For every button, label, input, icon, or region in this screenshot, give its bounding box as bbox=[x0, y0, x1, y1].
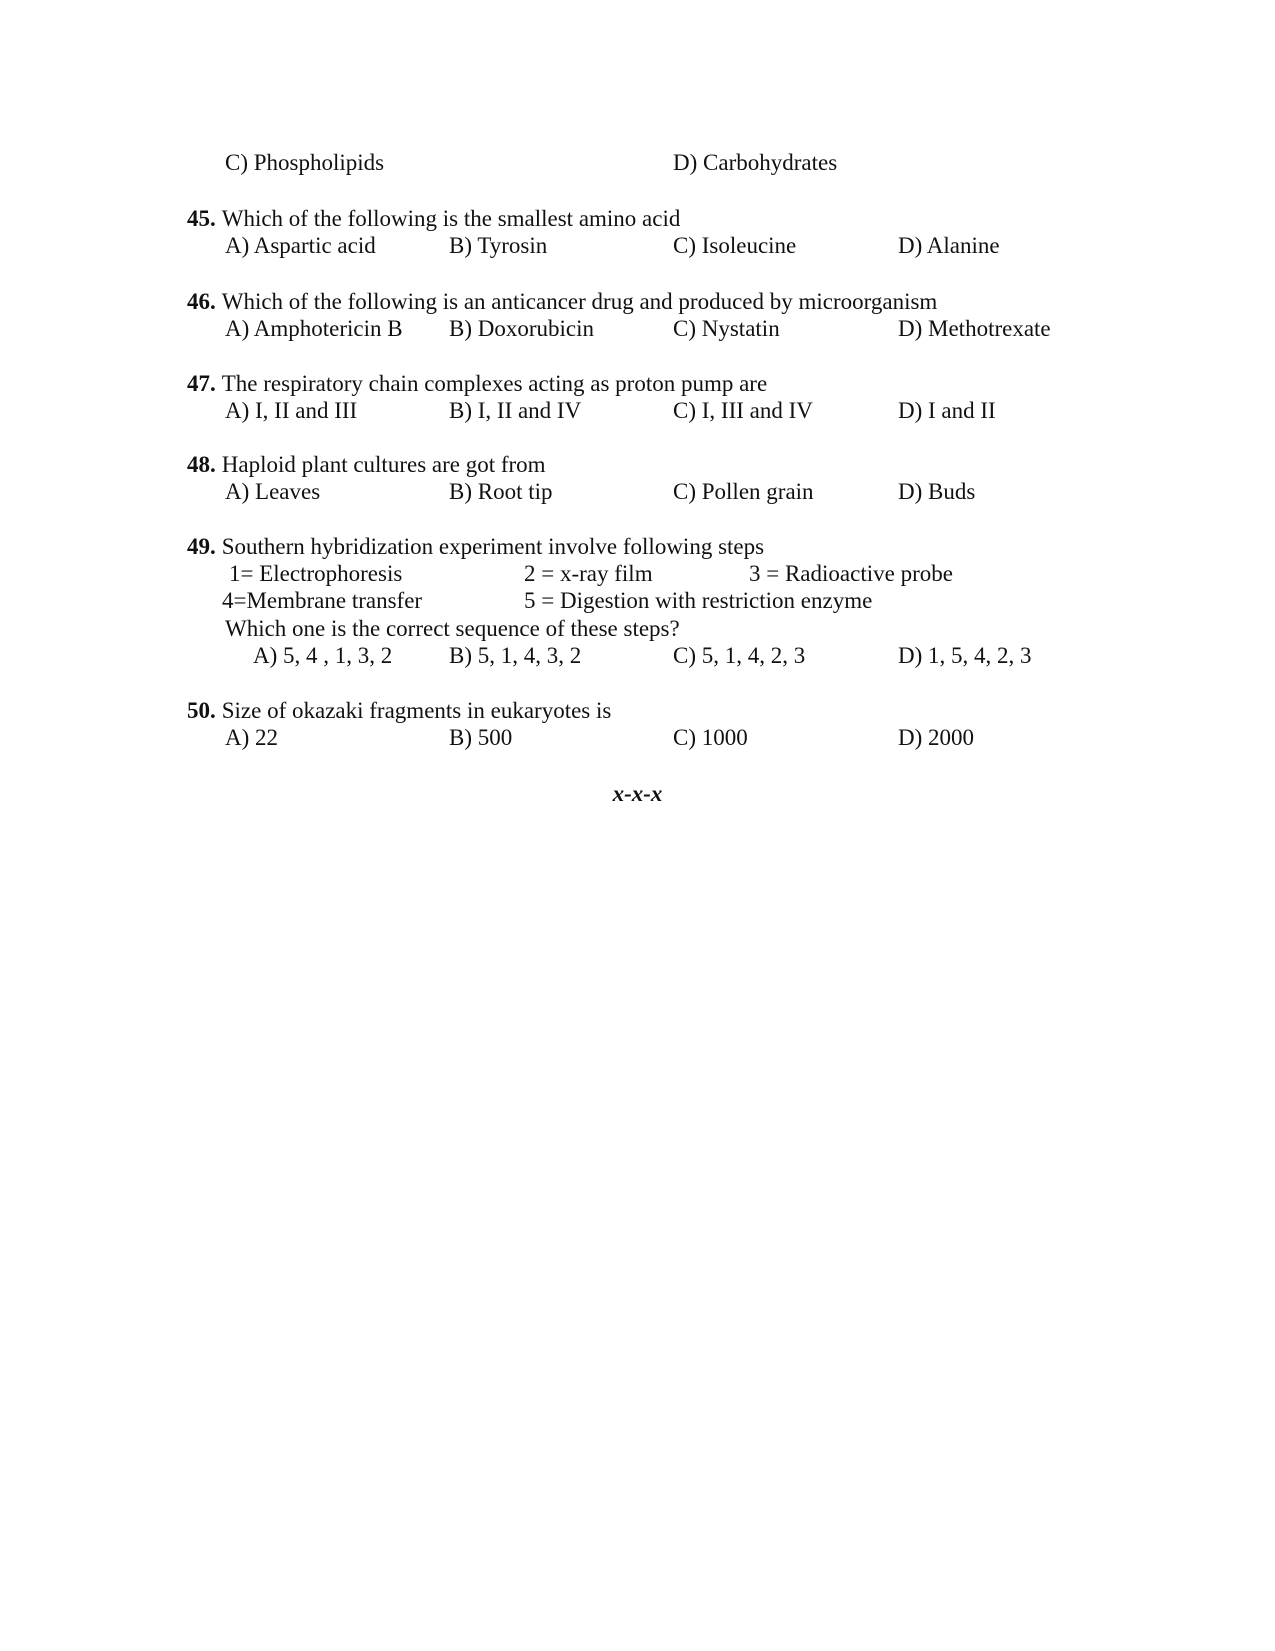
option-c: C) Phospholipids bbox=[225, 150, 385, 175]
option-b: B) Root tip bbox=[449, 479, 553, 504]
option-d: D) Alanine bbox=[898, 233, 1000, 258]
question-49-options bbox=[0, 641, 1275, 671]
question-number: 47. bbox=[187, 371, 216, 396]
question-number: 48. bbox=[187, 452, 216, 477]
option-d: D) Methotrexate bbox=[898, 316, 1051, 341]
question-text: Which of the following is an anticancer drug and produced by microorganism bbox=[221, 289, 938, 314]
question-47-options bbox=[0, 396, 1275, 426]
option-d: D) Buds bbox=[898, 479, 976, 504]
option-c: C) Nystatin bbox=[673, 316, 780, 341]
subquestion-text: Which one is the correct sequence of these steps? bbox=[225, 616, 680, 641]
option-b: B) 5, 1, 4, 3, 2 bbox=[449, 643, 582, 668]
question-45 bbox=[0, 204, 1275, 234]
option-c: C) 5, 1, 4, 2, 3 bbox=[673, 643, 806, 668]
option-b: B) I, II and IV bbox=[449, 398, 582, 423]
option-c: C) 1000 bbox=[673, 725, 748, 750]
option-b: B) Tyrosin bbox=[449, 233, 548, 258]
option-c: C) Isoleucine bbox=[673, 233, 797, 258]
option-d: D) Carbohydrates bbox=[673, 150, 838, 175]
question-number: 46. bbox=[187, 289, 216, 314]
option-d: D) 2000 bbox=[898, 725, 975, 750]
question-46-options bbox=[0, 314, 1275, 344]
question-text: Haploid plant cultures are got from bbox=[221, 452, 546, 477]
question-48-options bbox=[0, 477, 1275, 507]
option-a: A) Aspartic acid bbox=[225, 233, 376, 258]
question-50-options bbox=[0, 723, 1275, 753]
option-d: D) I and II bbox=[898, 398, 996, 423]
option-a: A) 22 bbox=[225, 725, 279, 750]
option-b: B) Doxorubicin bbox=[449, 316, 595, 341]
option-c: C) Pollen grain bbox=[673, 479, 814, 504]
step-4: 4=Membrane transfer bbox=[222, 588, 423, 613]
option-b: B) 500 bbox=[449, 725, 513, 750]
question-text: Southern hybridization experiment involve following steps bbox=[221, 534, 765, 559]
carryover-options-row bbox=[0, 148, 1275, 178]
option-d: D) 1, 5, 4, 2, 3 bbox=[898, 643, 1032, 668]
step-2: 2 = x-ray film bbox=[524, 561, 653, 586]
question-45-options bbox=[0, 231, 1275, 261]
question-47 bbox=[0, 369, 1275, 399]
step-1: 1= Electrophoresis bbox=[229, 561, 403, 586]
question-49-subquestion bbox=[0, 614, 1275, 644]
question-text: The respiratory chain complexes acting as proton pump are bbox=[221, 371, 768, 396]
question-50 bbox=[0, 696, 1275, 726]
question-number: 45. bbox=[187, 206, 216, 231]
question-number: 50. bbox=[187, 698, 216, 723]
option-a: A) Leaves bbox=[225, 479, 321, 504]
question-49-steps-row-2 bbox=[0, 586, 1275, 616]
question-text: Which of the following is the smallest amino acid bbox=[221, 206, 681, 231]
question-49-steps-row-1 bbox=[0, 559, 1275, 589]
option-a: A) Amphotericin B bbox=[225, 316, 403, 341]
question-number: 49. bbox=[187, 534, 216, 559]
option-a: A) I, II and III bbox=[225, 398, 358, 423]
option-a: A) 5, 4 , 1, 3, 2 bbox=[253, 643, 393, 668]
step-3: 3 = Radioactive probe bbox=[749, 561, 953, 586]
question-text: Size of okazaki fragments in eukaryotes is bbox=[221, 698, 612, 723]
question-49 bbox=[0, 532, 1275, 562]
question-46 bbox=[0, 287, 1275, 317]
question-48 bbox=[0, 450, 1275, 480]
end-of-paper-mark: x-x-x bbox=[612, 781, 663, 806]
option-c: C) I, III and IV bbox=[673, 398, 813, 423]
step-5: 5 = Digestion with restriction enzyme bbox=[524, 588, 873, 613]
